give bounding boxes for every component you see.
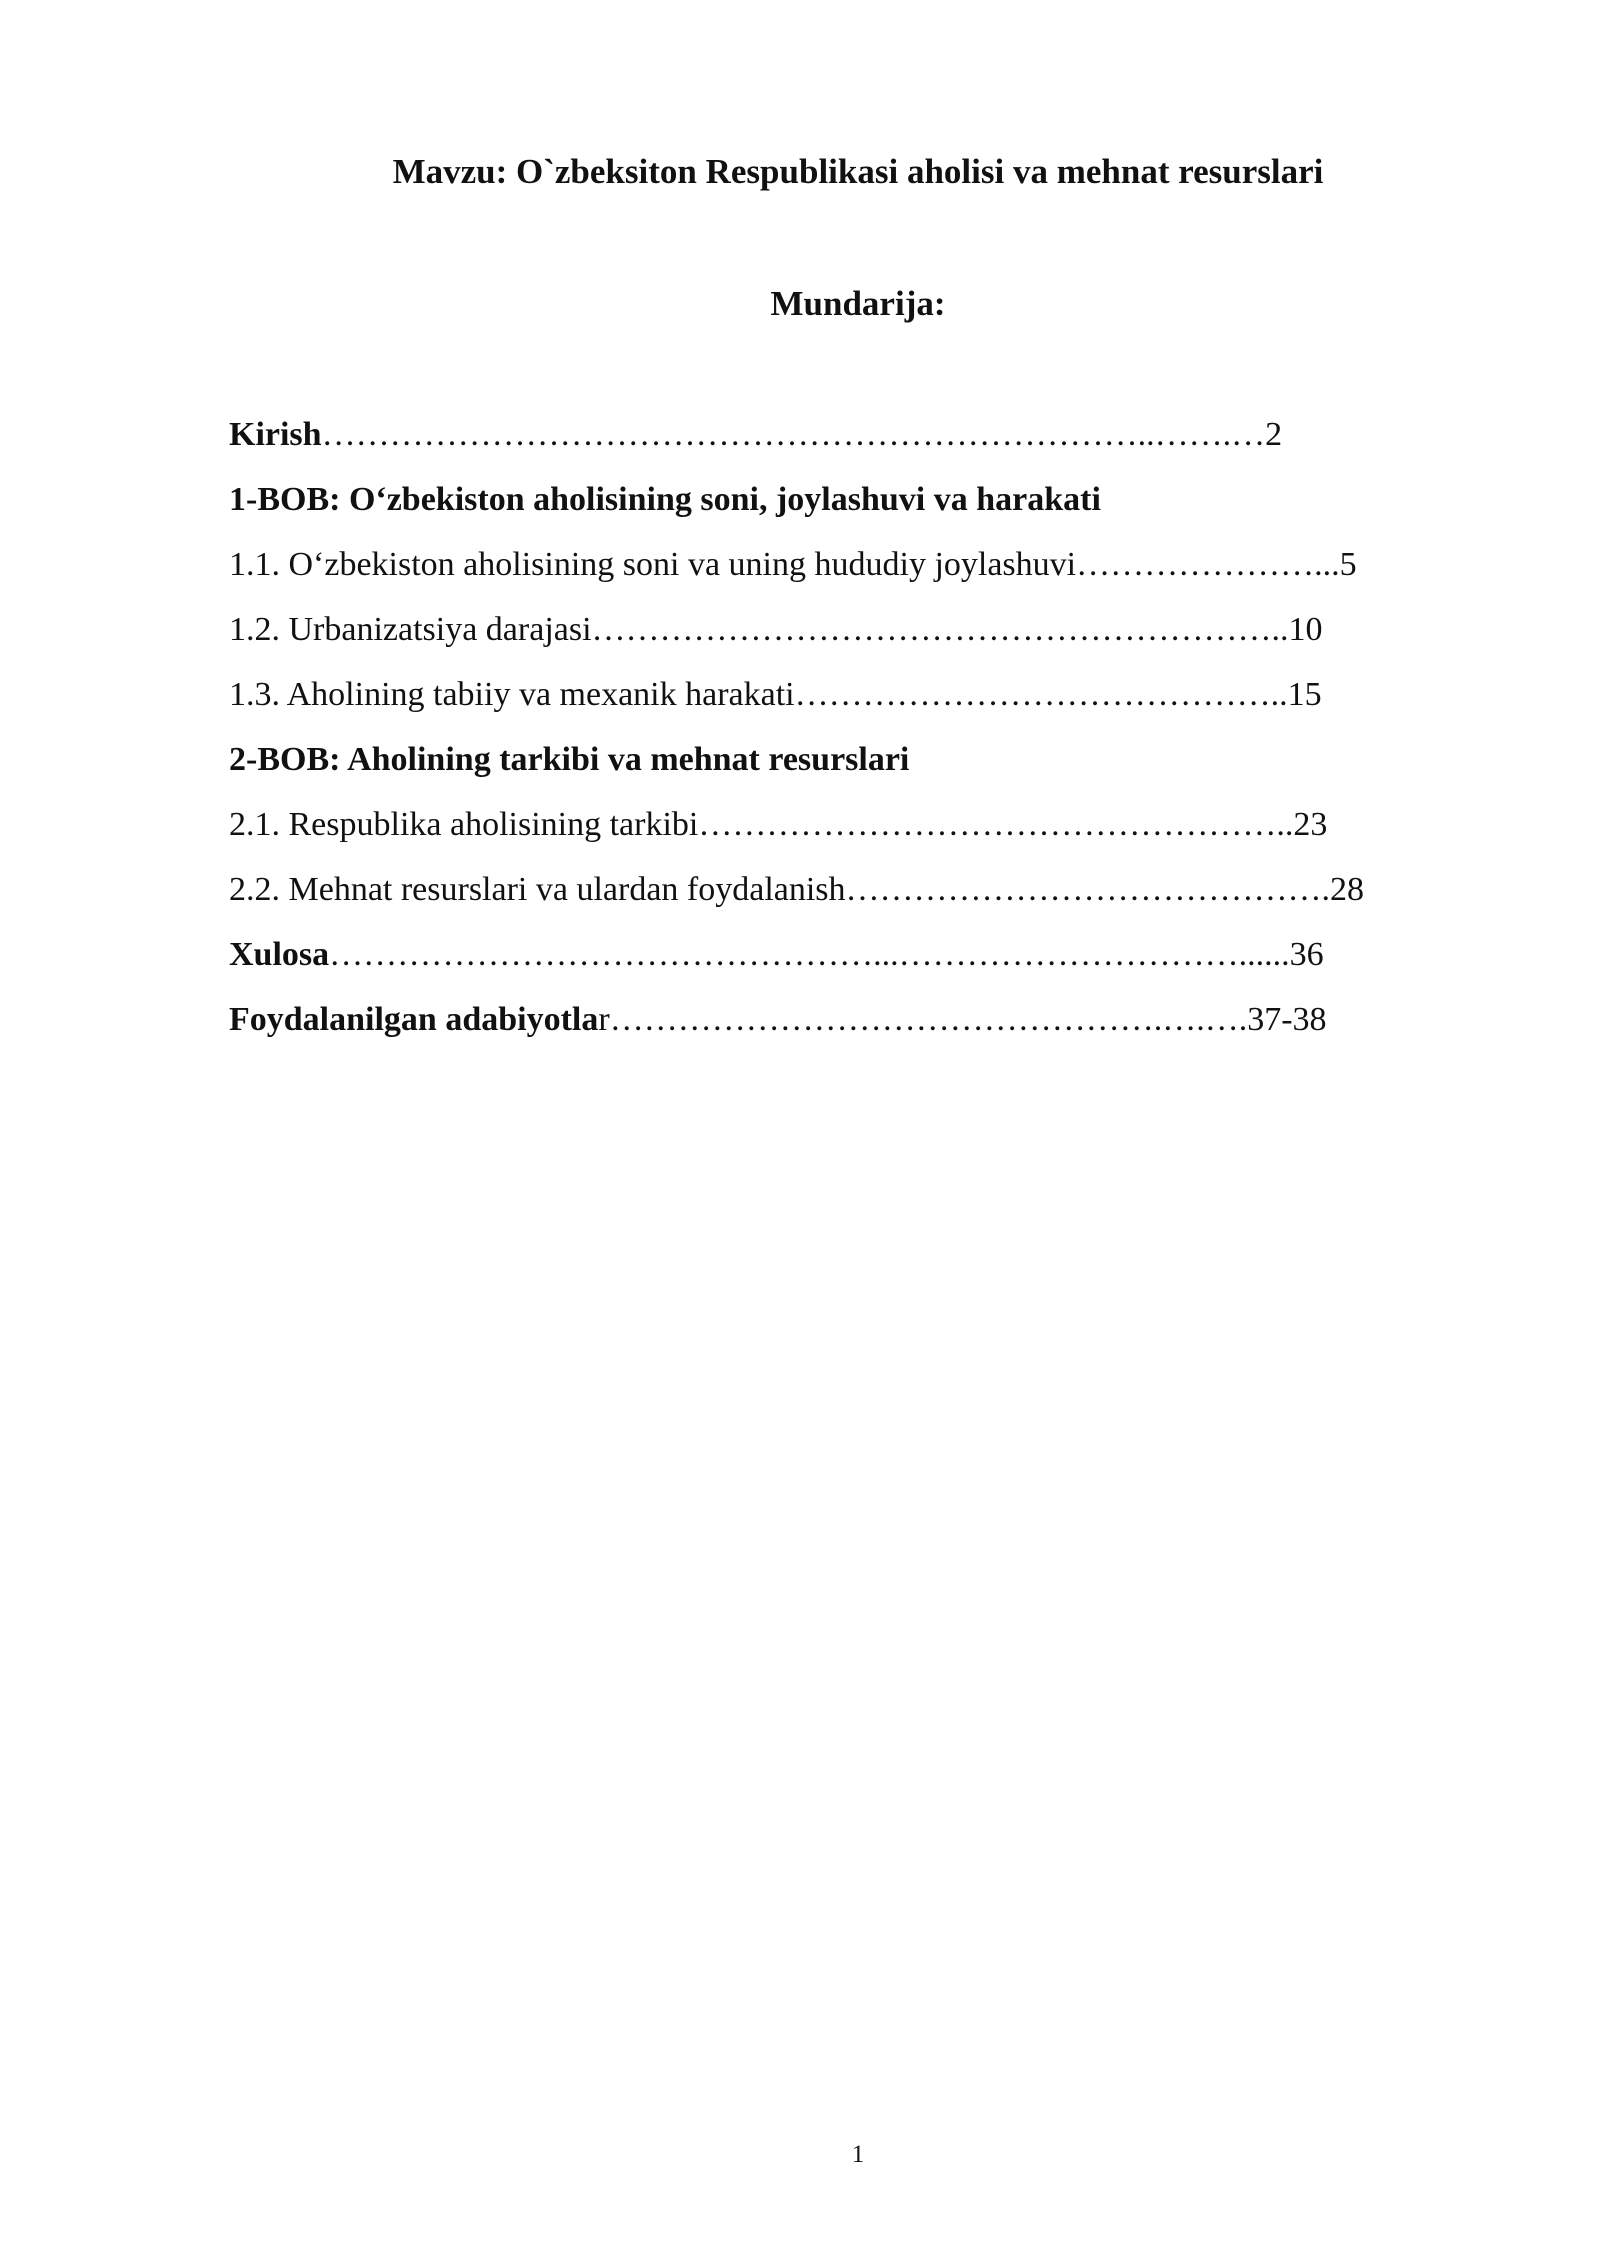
toc-entry-leader: …………………………………………...…………………………......: [329, 936, 1290, 973]
toc-entry-label: 1.1. O‘zbekiston aholisining soni va uning hududiy joylashuvi: [229, 546, 1077, 583]
toc-entry-2-2: [229, 868, 1529, 933]
toc-entry-label: Xulosa: [229, 936, 330, 973]
toc-entry-leader: …………………...: [1076, 546, 1340, 583]
toc-entry-leader: …………………………………….: [845, 871, 1331, 908]
toc-entry-leader: ……………………………………………..: [698, 806, 1294, 843]
page-number: 1: [851, 2141, 865, 2168]
toc-entry-xulosa: [229, 933, 1529, 998]
toc-entry-page: 23: [1293, 806, 1328, 843]
toc-entry-page: 2: [1265, 416, 1283, 453]
toc-entry-label: Foydalanilgan adabiyotla: [229, 1001, 599, 1038]
toc-entry-label-tail: r: [598, 1001, 610, 1038]
toc-entry-label: Kirish: [229, 416, 322, 453]
toc-entry-leader: ……………………………………..: [794, 676, 1288, 713]
toc-entry-label: 1-BOB: O‘zbekiston aholisining soni, joylashuvi va harakati: [229, 481, 1101, 518]
toc-entry-adabiyotlar: [229, 998, 1529, 1063]
toc-entry-1-1: [229, 543, 1529, 608]
toc-entry-page: 28: [1330, 871, 1365, 908]
toc-entry-leader: ……………………………………………………..: [591, 611, 1289, 648]
toc-entry-leader: ………………………………………….….….: [609, 1001, 1248, 1038]
toc-entry-leader: ………………………………………………………………..…….…: [321, 416, 1266, 453]
toc-entry-page: 36: [1289, 936, 1324, 973]
document-title: Mavzu: O`zbeksiton Respublikasi aholisi va mehnat resurslari: [392, 152, 1324, 191]
toc-entry-label: 1.3. Aholining tabiiy va mexanik harakati: [229, 676, 795, 713]
toc-entry-label: 1.2. Urbanizatsiya darajasi: [229, 611, 592, 648]
toc-entry-2-1: [229, 803, 1529, 868]
table-of-contents: [229, 413, 1529, 1063]
toc-entry-label: 2.1. Respublika aholisining tarkibi: [229, 806, 699, 843]
toc-entry-chapter-1: [229, 478, 1529, 543]
toc-entry-1-3: [229, 673, 1529, 738]
toc-entry-page: 37-38: [1247, 1001, 1327, 1038]
toc-entry-page: 15: [1287, 676, 1322, 713]
toc-entry-label: 2.2. Mehnat resurslari va ulardan foydalanish: [229, 871, 846, 908]
toc-entry-page: 10: [1288, 611, 1323, 648]
toc-entry-chapter-2: [229, 738, 1529, 803]
toc-entry-kirish: [229, 413, 1529, 478]
toc-entry-label: 2-BOB: Aholining tarkibi va mehnat resurslari: [229, 741, 910, 778]
toc-heading: Mundarija:: [770, 284, 946, 323]
toc-entry-1-2: [229, 608, 1529, 673]
toc-entry-page: 5: [1339, 546, 1357, 583]
